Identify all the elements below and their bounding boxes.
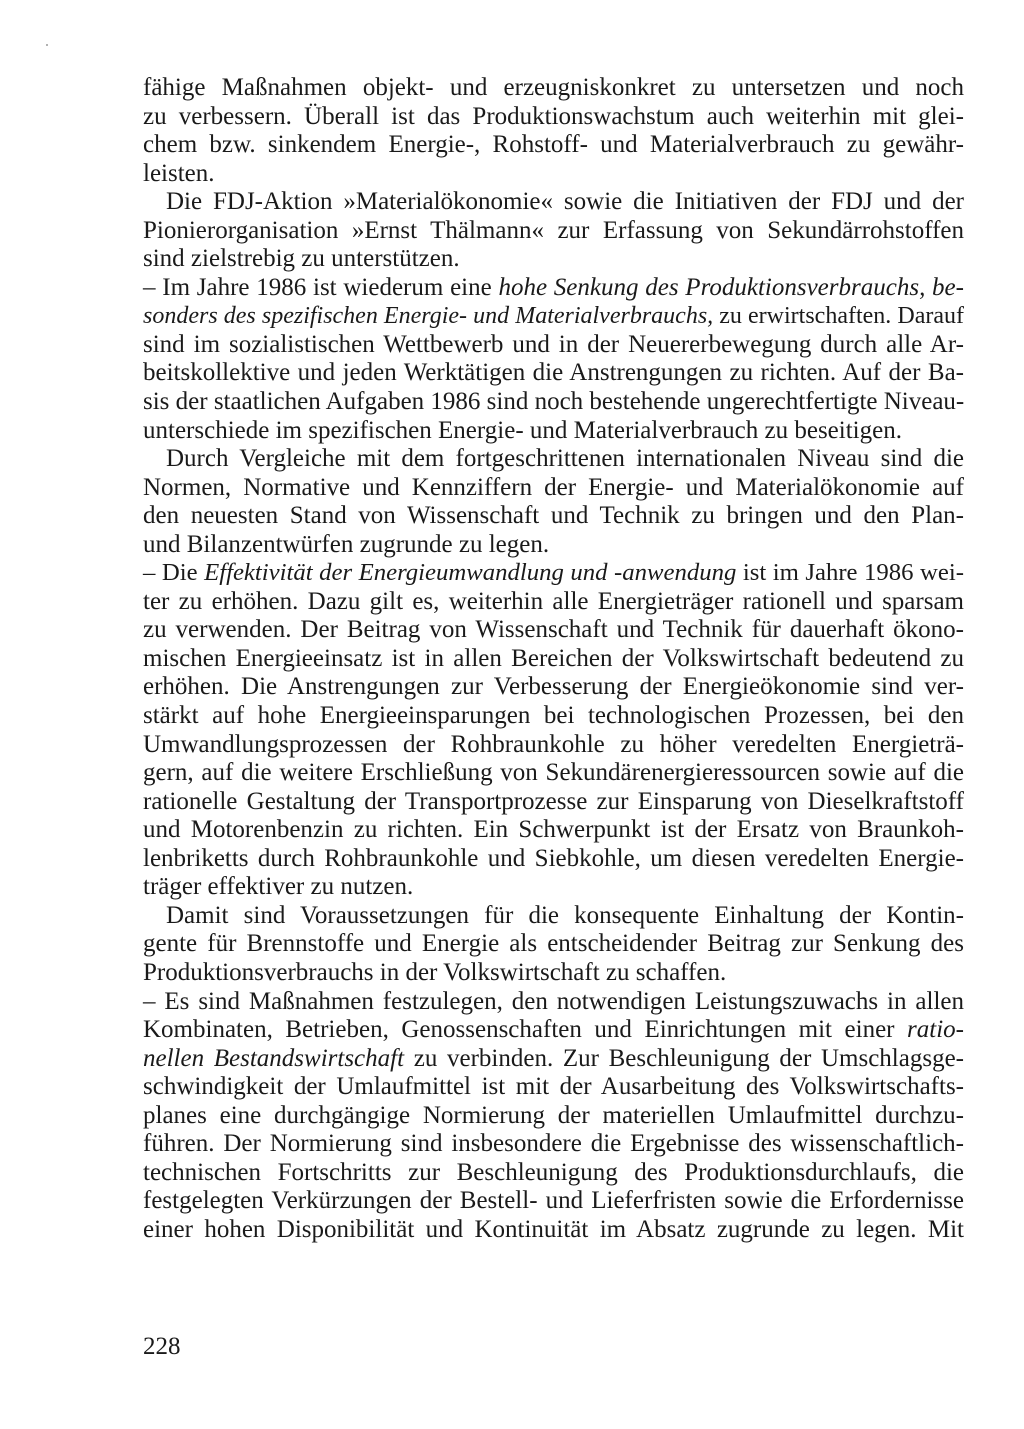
text-segment: ter zu erhöhen. Dazu gilt es, weiterhin alle Energieträger rationell und sparsam [143, 587, 964, 615]
text-line [143, 217, 964, 246]
page-number: 228 [143, 1333, 181, 1360]
text-segment: fähige Maßnahmen objekt- und erzeugniskonkret zu untersetzen und noch [143, 74, 964, 101]
text-line [143, 1016, 964, 1045]
text-segment: schwindigkeit der Umlaufmittel ist mit der Ausarbeitung des Volkswirtschafts- [143, 1073, 964, 1101]
text-line [143, 588, 964, 617]
text-line [143, 331, 964, 360]
text-line [143, 302, 964, 331]
text-segment: festgelegten Verkürzungen der Bestell- und Lieferfristen sowie die Erfordernisse [143, 1187, 964, 1215]
text-segment: zu verwenden. Der Beitrag von Wissenschaft und Technik für dauerhaft ökono- [143, 616, 964, 644]
text-segment: sind zielstrebig zu unterstützen. [143, 245, 460, 273]
text-line [143, 1045, 964, 1074]
text-segment: und Bilanzentwürfen zugrunde zu legen. [143, 530, 550, 558]
text-segment: zu erwirtschaften. Darauf [713, 303, 964, 330]
text-line [143, 645, 964, 674]
text-line [143, 788, 964, 817]
text-line [143, 131, 964, 160]
text-line [143, 845, 964, 874]
text-line [143, 445, 964, 474]
text-line [143, 673, 964, 702]
text-line [143, 359, 964, 388]
text-segment: stärkt auf hohe Energieeinsparungen bei technologischen Prozessen, bei den [143, 702, 964, 730]
italic-text: hohe Senkung des Produktionsverbrauchs, be- [498, 273, 964, 301]
text-segment: technischen Fortschritts zur Beschleunigung des Produktionsdurchlaufs, die [143, 1158, 964, 1186]
text-segment: sis der staatlichen Aufgaben 1986 sind noch bestehende ungerechtfertigte Niveau- [143, 388, 965, 416]
text-segment: Produktionsverbrauchs in der Volkswirtschaft zu schaffen. [143, 958, 727, 986]
text-segment: planes eine durchgängige Normierung der materiellen Umlaufmittel durchzu- [143, 1101, 964, 1129]
text-line [143, 959, 964, 988]
text-segment: sind im sozialistischen Wettbewerb und in der Neuererbewegung durch alle Ar- [143, 330, 964, 358]
text-segment: erhöhen. Die Anstrengungen zur Verbesserung der Energieökonomie sind ver- [143, 673, 964, 701]
text-line [143, 1216, 964, 1245]
text-line [143, 103, 964, 132]
text-segment: chem bzw. sinkendem Energie-, Rohstoff- und Materialverbrauch zu gewähr- [143, 131, 964, 159]
text-segment: – Es sind Maßnahmen festzulegen, den notwendigen Leistungszuwachs in allen [143, 987, 964, 1015]
text-line [143, 417, 964, 446]
text-line [143, 502, 964, 531]
page-body [143, 74, 964, 1244]
text-segment: einer hohen Disponibilität und Kontinuität im Absatz zugrunde zu legen. Mit [143, 1215, 964, 1243]
text-line [143, 531, 964, 560]
italic-text: sonders des spezifischen Energie- und Materialverbrauchs, [143, 303, 714, 330]
text-segment: ist im Jahre 1986 wei- [736, 559, 964, 587]
text-line [143, 74, 964, 103]
text-segment: leisten. [143, 159, 215, 187]
text-line [143, 1159, 964, 1188]
text-line [143, 731, 964, 760]
text-segment: mischen Energieeinsatz ist in allen Bereichen der Volkswirtschaft bedeutend zu [143, 644, 964, 672]
text-line [143, 274, 964, 303]
italic-text: Effektivität der Energieumwandlung und -anwendung [204, 559, 737, 587]
text-line [143, 930, 964, 959]
text-line [143, 188, 964, 217]
text-segment: Umwandlungsprozessen der Rohbraunkohle zu höher veredelten Energieträ- [143, 730, 964, 758]
text-segment: – Im Jahre 1986 ist wiederum eine [143, 273, 499, 301]
text-line [143, 1130, 964, 1159]
text-segment: und Motorenbenzin zu richten. Ein Schwerpunkt ist der Ersatz von Braunkoh- [143, 816, 964, 844]
text-line [143, 1102, 964, 1131]
text-segment: zu verbessern. Überall ist das Produktionswachstum auch weiterhin mit glei- [143, 102, 964, 130]
text-segment: träger effektiver zu nutzen. [143, 873, 414, 901]
text-segment: rationelle Gestaltung der Transportprozesse zur Einsparung von Dieselkraftstoff [143, 787, 964, 815]
text-line [143, 816, 964, 845]
text-segment: Damit sind Voraussetzungen für die konsequente Einhaltung der Kontin- [166, 901, 964, 929]
text-line [143, 988, 964, 1017]
text-segment: zu verbinden. Zur Beschleunigung der Umschlagsge- [404, 1044, 964, 1072]
text-line [143, 245, 964, 274]
text-line [143, 616, 964, 645]
text-line [143, 559, 964, 588]
italic-text: nellen Bestandswirtschaft [143, 1044, 405, 1072]
text-line [143, 160, 964, 189]
text-line [143, 873, 964, 902]
text-segment: gern, auf die weitere Erschließung von Sekundärenergieressourcen sowie auf die [143, 759, 964, 787]
text-segment: Die FDJ-Aktion »Materialökonomie« sowie die Initiativen der FDJ und der [166, 188, 964, 216]
text-line [143, 388, 964, 417]
text-segment: Durch Vergleiche mit dem fortgeschrittenen internationalen Niveau sind die [166, 445, 964, 473]
scan-speck [46, 44, 48, 46]
text-line [143, 1187, 964, 1216]
text-segment: Kombinaten, Betrieben, Genossenschaften und Einrichtungen mit einer [143, 1016, 908, 1044]
text-line [143, 902, 964, 931]
text-segment: unterschiede im spezifischen Energie- und Materialverbrauch zu beseitigen. [143, 416, 902, 444]
text-segment: Normen, Normative und Kennziffern der Energie- und Materialökonomie auf [143, 473, 964, 501]
text-segment: – Die [143, 559, 205, 587]
text-segment: lenbriketts durch Rohbraunkohle und Siebkohle, um diesen veredelten Energie- [143, 844, 964, 872]
italic-text: ratio- [907, 1016, 964, 1044]
text-segment: Pionierorganisation »Ernst Thälmann« zur Erfassung von Sekundärrohstoffen [143, 216, 964, 244]
text-segment: gente für Brennstoffe und Energie als entscheidender Beitrag zur Senkung des [143, 930, 964, 958]
text-line [143, 474, 964, 503]
text-segment: den neuesten Stand von Wissenschaft und Technik zu bringen und den Plan- [143, 502, 964, 530]
text-line [143, 702, 964, 731]
text-line [143, 759, 964, 788]
text-line [143, 1073, 964, 1102]
text-segment: beitskollektive und jeden Werktätigen die Anstrengungen zu richten. Auf der Ba- [143, 359, 964, 387]
text-segment: führen. Der Normierung sind insbesondere die Ergebnisse des wissenschaftlich- [143, 1130, 964, 1158]
